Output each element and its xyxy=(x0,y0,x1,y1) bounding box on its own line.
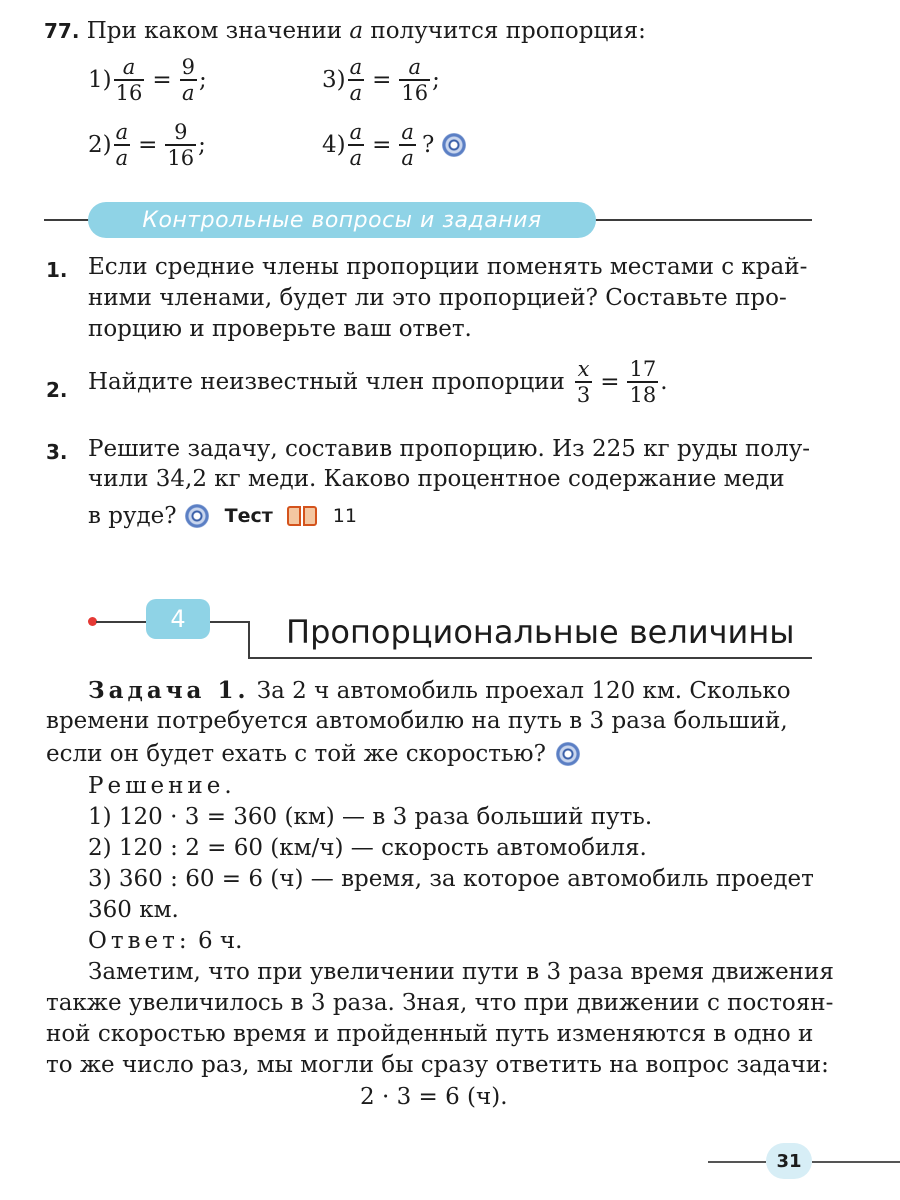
task1-label: Задача 1. xyxy=(88,677,250,704)
fraction-right: $\frac{a}{a}$ xyxy=(401,120,414,170)
control-q3-line-3 xyxy=(88,503,357,529)
item-label: 1) xyxy=(88,66,112,93)
note-line-1: Заметим, что при увеличении пути в 3 раза время движения xyxy=(88,959,834,985)
task1-line-2: времени потребуется автомобилю на путь в 3 раза больший, xyxy=(46,708,788,734)
control-q3-line-2: чили 34,2 кг меди. Каково процентное содержание меди xyxy=(88,466,785,492)
control-q1-line-1: Если средние члены пропорции поменять местами с край- xyxy=(88,254,808,280)
section-rule-left xyxy=(96,621,148,623)
fraction-right: $\frac{a}{16}$ xyxy=(401,55,429,105)
formula: 2 · 3 = 6 (ч). xyxy=(360,1084,508,1110)
task1-line-3 xyxy=(46,741,580,767)
control-banner-title: Контрольные вопросы и задания xyxy=(142,207,542,233)
solution-step-1: 1) 120 · 3 = 360 (км) — в 3 раза больший путь. xyxy=(88,804,653,830)
fraction-left: $\frac{a}{a}$ xyxy=(349,120,363,170)
exercise-item-1: 1) $\frac{a}{16}$ = $\frac{9}{a}$ ; xyxy=(88,55,207,105)
page-rule-left xyxy=(708,1161,766,1163)
section-number: 4 xyxy=(170,605,186,633)
test-number: 11 xyxy=(332,505,357,527)
note-line-3: ной скоростью время и пройденный путь изменяются в одно и xyxy=(46,1021,814,1047)
section-rule-bottom xyxy=(248,657,812,659)
control-q1-line-2: ними членами, будет ли это пропорцией? Составьте про- xyxy=(88,285,787,311)
exercise-item-3: 3) $\frac{a}{a}$ = $\frac{a}{16}$ ; xyxy=(322,55,440,105)
item-tail: ; xyxy=(199,66,207,93)
exercise-variable: a xyxy=(349,18,364,44)
item-tail: ; xyxy=(198,131,206,158)
task1-line-1 xyxy=(88,677,791,706)
answer-label: Ответ: xyxy=(88,928,191,954)
control-q3-number: 3. xyxy=(46,440,68,464)
fraction-left: $\frac{a}{16}$ xyxy=(115,55,143,105)
disc-icon[interactable] xyxy=(442,133,466,157)
task1-text: если он будет ехать с той же скоростью? xyxy=(46,741,546,767)
disc-icon[interactable] xyxy=(185,504,209,528)
control-q3-line-1: Решите задачу, составив пропорцию. Из 225 кг руды полу- xyxy=(88,436,811,462)
control-q1-number: 1. xyxy=(46,258,68,282)
control-q1-line-3: порцию и проверьте ваш ответ. xyxy=(88,316,472,342)
solution-label: Решение. xyxy=(88,773,236,799)
section-rule-mid xyxy=(210,621,250,623)
exercise-question-end: получится пропорция: xyxy=(370,18,646,44)
test-label[interactable]: Тест xyxy=(224,505,273,527)
answer-value: 6 ч. xyxy=(197,928,243,954)
page-number: 31 xyxy=(776,1150,802,1172)
note-line-2: также увеличилось в 3 раза. Зная, что при движении с постоян- xyxy=(46,990,834,1016)
answer xyxy=(88,928,242,956)
solution-step-3-cont: 360 км. xyxy=(88,897,179,923)
solution-step-3: 3) 360 : 60 = 6 (ч) — время, за которое автомобиль проедет xyxy=(88,866,814,892)
control-banner xyxy=(88,202,596,238)
page-number-badge xyxy=(766,1143,812,1179)
exercise-77-header xyxy=(44,18,646,46)
exercise-question: При каком значении xyxy=(86,18,343,44)
solution-step-2: 2) 120 : 2 = 60 (км/ч) — скорость автомобиля. xyxy=(88,835,647,861)
fraction-left: $\frac{a}{a}$ xyxy=(349,55,363,105)
task1-text: За 2 ч автомобиль проехал 120 км. Сколько xyxy=(256,678,791,704)
fraction-right: $\frac{9}{a}$ xyxy=(181,55,195,105)
exercise-item-2: 2) $\frac{a}{a}$ = $\frac{9}{16}$ ; xyxy=(88,120,206,170)
note-line-4: то же число раз, мы могли бы сразу ответить на вопрос задачи: xyxy=(46,1052,829,1078)
section-title: Пропорциональные величины xyxy=(286,613,795,651)
fraction-right: $\frac{9}{16}$ xyxy=(167,120,195,170)
fraction-left: $\frac{a}{a}$ xyxy=(115,120,129,170)
item-label: 2) xyxy=(88,131,112,158)
exercise-number: 77. xyxy=(44,19,80,43)
banner-rule-right xyxy=(590,219,812,221)
control-q3-last: в руде? xyxy=(88,503,177,529)
book-icon[interactable] xyxy=(287,506,317,526)
item-label: 3) xyxy=(322,66,346,93)
item-label: 4) xyxy=(322,131,346,158)
control-q2-number: 2. xyxy=(46,378,68,402)
fraction-left: $\frac{x}{3}$ xyxy=(576,357,591,407)
section-number-badge xyxy=(146,599,210,639)
control-q2-tail: . xyxy=(660,368,668,395)
page-rule-right xyxy=(812,1161,900,1163)
disc-icon[interactable] xyxy=(556,742,580,766)
item-tail: ? xyxy=(421,131,435,158)
exercise-item-4: 4) $\frac{a}{a}$ = $\frac{a}{a}$ ? xyxy=(322,121,466,169)
fraction-right: $\frac{17}{18}$ xyxy=(629,357,657,407)
control-q2-text: Найдите неизвестный член пропорции xyxy=(88,368,565,395)
control-q2: Найдите неизвестный член пропорции $\frac{x}{3}$ = $\frac{17}{18}$ . xyxy=(88,357,668,407)
item-tail: ; xyxy=(432,66,440,93)
section-rule-vertical xyxy=(248,621,250,659)
